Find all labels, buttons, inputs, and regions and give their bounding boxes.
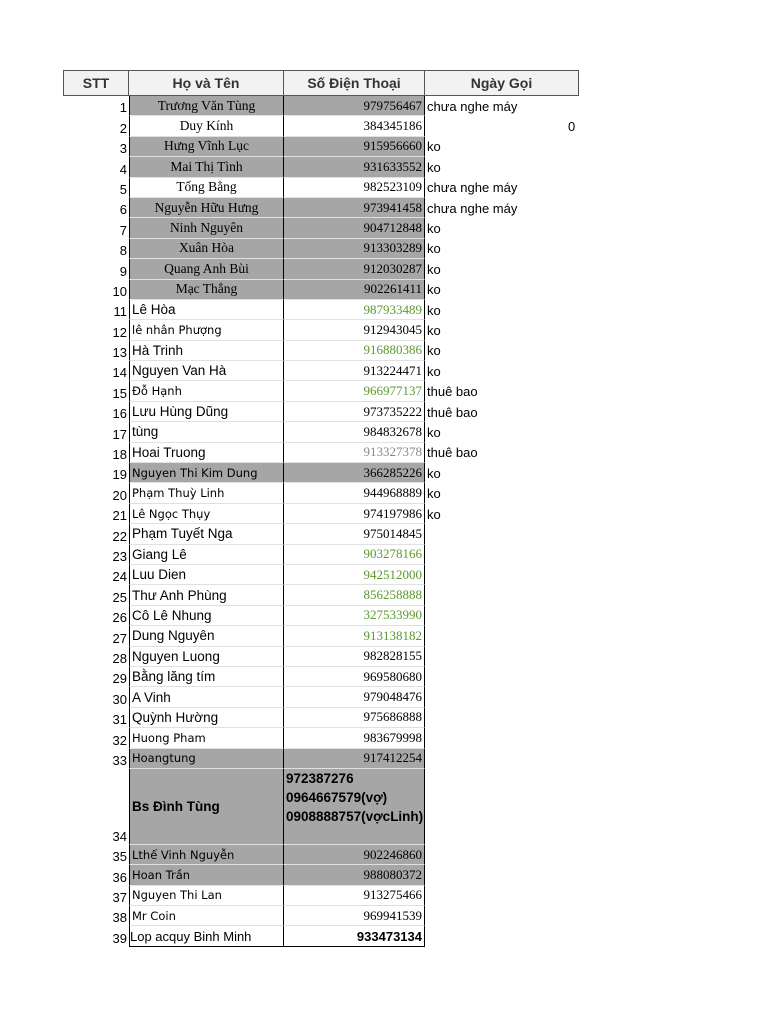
cell-stt[interactable]: 12	[112, 324, 127, 340]
note-text: ko	[427, 221, 441, 237]
cell-phone[interactable]: 973941458	[284, 198, 425, 218]
cell-note[interactable]	[425, 259, 583, 279]
cell-stt[interactable]: 34	[112, 828, 127, 844]
cell-note[interactable]	[425, 116, 583, 136]
cell-note[interactable]	[425, 749, 583, 769]
cell-stt[interactable]: 1	[119, 100, 127, 116]
cell-name[interactable]: Mai Thị Tình	[129, 157, 284, 177]
table-body	[63, 96, 583, 947]
cell-note[interactable]	[425, 708, 583, 728]
cell-phone[interactable]: 917412254	[284, 749, 425, 769]
cell-name[interactable]: Thư Anh Phùng	[129, 585, 284, 605]
cell-name[interactable]: Nguyen Van Hà	[129, 361, 284, 381]
note-text: ko	[427, 159, 441, 175]
table-row[interactable]	[63, 865, 583, 885]
cell-phone[interactable]: 944968889	[284, 483, 425, 503]
cell-stt[interactable]: 26	[112, 610, 127, 626]
cell-phone[interactable]: 933473134	[284, 926, 425, 946]
cell-phone[interactable]: 982523109	[284, 178, 425, 198]
cell-name[interactable]: Lthế Vinh Nguyễn	[129, 845, 284, 865]
table-row[interactable]	[63, 886, 583, 906]
cell-stt[interactable]: 17	[112, 426, 127, 442]
table-row[interactable]	[63, 443, 583, 463]
table-row[interactable]	[63, 504, 583, 524]
note-text: ko	[427, 363, 441, 379]
cell-name[interactable]: Nguyễn Hữu Hưng	[129, 198, 284, 218]
table-row[interactable]	[63, 606, 583, 626]
cell-phone[interactable]: 969580680	[284, 667, 425, 687]
cell-name[interactable]: Luu Dien	[129, 565, 284, 585]
note-text: chưa nghe máy	[427, 200, 518, 216]
cell-phone[interactable]: 975686888	[284, 708, 425, 728]
cell-note[interactable]	[425, 769, 583, 845]
cell-stt[interactable]: 30	[112, 691, 127, 707]
cell-stt[interactable]: 9	[119, 263, 127, 279]
cell-name[interactable]: Lê Ngọc Thụy	[129, 504, 284, 524]
table-row[interactable]	[63, 708, 583, 728]
cell-phone[interactable]: 979048476	[284, 687, 425, 707]
note-text: ko	[427, 302, 441, 318]
cell-note[interactable]	[425, 606, 583, 626]
cell-stt[interactable]: 19	[112, 467, 127, 483]
table-row[interactable]	[63, 906, 583, 926]
table-row[interactable]	[63, 259, 583, 279]
cell-phone[interactable]: 904712848	[284, 218, 425, 238]
cell-name[interactable]: Cô Lê Nhung	[129, 606, 284, 626]
cell-phone[interactable]: 366285226	[284, 463, 425, 483]
table-row[interactable]	[63, 524, 583, 544]
cell-stt[interactable]: 5	[119, 181, 127, 197]
table-row[interactable]	[63, 239, 583, 259]
note-text: ko	[427, 506, 441, 522]
table-row[interactable]	[63, 647, 583, 667]
cell-stt[interactable]: 4	[119, 161, 127, 177]
cell-note[interactable]	[425, 422, 583, 442]
cell-phone[interactable]: 979756467	[284, 96, 425, 116]
table-row[interactable]	[63, 687, 583, 707]
note-text: thuê bao	[427, 384, 478, 400]
cell-name[interactable]: Nguyen Thi Kim Dung	[129, 463, 284, 483]
cell-name[interactable]: Quỳnh Hường	[129, 708, 284, 728]
cell-stt[interactable]: 3	[119, 141, 127, 157]
table-row[interactable]	[63, 845, 583, 865]
table-row[interactable]	[63, 667, 583, 687]
cell-note[interactable]	[425, 96, 583, 116]
cell-note[interactable]	[425, 845, 583, 865]
cell-stt[interactable]: 38	[112, 910, 127, 926]
cell-name[interactable]: Lop acquy Binh Minh	[129, 926, 284, 946]
header-stt[interactable]: STT	[63, 70, 129, 96]
cell-note[interactable]	[425, 157, 583, 177]
cell-name[interactable]: Tống Bằng	[129, 178, 284, 198]
cell-stt[interactable]: 15	[112, 385, 127, 401]
note-text: ko	[427, 241, 441, 257]
cell-note[interactable]	[425, 504, 583, 524]
cell-phone[interactable]: 327533990	[284, 606, 425, 626]
table-row[interactable]	[63, 137, 583, 157]
cell-phone[interactable]: 988080372	[284, 865, 425, 885]
cell-note[interactable]	[425, 585, 583, 605]
cell-note[interactable]	[425, 218, 583, 238]
note-text: ko	[427, 139, 441, 155]
note-text: ko	[427, 322, 441, 338]
table-row[interactable]	[63, 402, 583, 422]
table-row[interactable]	[63, 769, 583, 845]
cell-note[interactable]	[425, 463, 583, 483]
cell-note[interactable]	[425, 926, 583, 946]
cell-name[interactable]: Hưng Vĩnh Lục	[129, 137, 284, 157]
cell-phone[interactable]: 913224471	[284, 361, 425, 381]
table-row[interactable]	[63, 926, 583, 946]
header-date[interactable]: Ngày Gọi	[425, 70, 579, 96]
cell-note[interactable]	[425, 865, 583, 885]
cell-name[interactable]: Bằng lăng tím	[129, 667, 284, 687]
cell-note[interactable]	[425, 728, 583, 748]
cell-phone[interactable]: 384345186	[284, 116, 425, 136]
cell-stt[interactable]: 32	[112, 732, 127, 748]
cell-stt[interactable]: 31	[112, 712, 127, 728]
cell-phone[interactable]: 974197986	[284, 504, 425, 524]
note-text: ko	[427, 465, 441, 481]
cell-name[interactable]: Giang Lê	[129, 545, 284, 565]
extra-value: 0	[568, 119, 576, 135]
cell-name[interactable]: Mạc Thắng	[129, 280, 284, 300]
cell-note[interactable]	[425, 667, 583, 687]
header-phone[interactable]: Số Điện Thoại	[284, 70, 425, 96]
cell-note[interactable]	[425, 320, 583, 340]
cell-note[interactable]	[425, 443, 583, 463]
cell-name[interactable]: Dung Nguyên	[129, 626, 284, 646]
table-row[interactable]	[63, 218, 583, 238]
table-row[interactable]	[63, 116, 583, 136]
cell-note[interactable]	[425, 545, 583, 565]
cell-stt[interactable]: 24	[112, 569, 127, 585]
table-row[interactable]	[63, 728, 583, 748]
table-row[interactable]	[63, 483, 583, 503]
cell-phone[interactable]: 969941539	[284, 906, 425, 926]
cell-phone[interactable]: 903278166	[284, 545, 425, 565]
table-row[interactable]	[63, 749, 583, 769]
cell-phone[interactable]: 902246860	[284, 845, 425, 865]
note-text: ko	[427, 486, 441, 502]
cell-name[interactable]: Ninh Nguyên	[129, 218, 284, 238]
cell-stt[interactable]: 8	[119, 243, 127, 259]
cell-phone[interactable]: 916880386	[284, 341, 425, 361]
cell-note[interactable]	[425, 341, 583, 361]
cell-phone[interactable]: 987933489	[284, 300, 425, 320]
table-row[interactable]	[63, 198, 583, 218]
cell-phone[interactable]: 913138182	[284, 626, 425, 646]
cell-phone[interactable]: 973735222	[284, 402, 425, 422]
table-row[interactable]	[63, 361, 583, 381]
header-name[interactable]: Họ và Tên	[129, 70, 284, 96]
note-text: chưa nghe máy	[427, 98, 518, 114]
cell-name[interactable]: tùng	[129, 422, 284, 442]
cell-stt[interactable]: 28	[112, 650, 127, 666]
cell-name[interactable]: Hoai Truong	[129, 443, 284, 463]
cell-stt[interactable]: 10	[112, 283, 127, 299]
cell-stt[interactable]: 22	[112, 528, 127, 544]
cell-stt[interactable]: 11	[113, 304, 127, 320]
note-text: ko	[427, 261, 441, 277]
table-row[interactable]	[63, 280, 583, 300]
cell-stt[interactable]: 2	[119, 120, 127, 136]
cell-name[interactable]: Phạm Thuỳ Linh	[129, 483, 284, 503]
cell-name[interactable]: Phạm Tuyết Nga	[129, 524, 284, 544]
cell-phone[interactable]: 984832678	[284, 422, 425, 442]
cell-stt[interactable]: 21	[112, 508, 127, 524]
cell-phone[interactable]: 915956660	[284, 137, 425, 157]
cell-name[interactable]: Xuân Hòa	[129, 239, 284, 259]
table-row[interactable]	[63, 463, 583, 483]
cell-note[interactable]	[425, 402, 583, 422]
cell-note[interactable]	[425, 565, 583, 585]
cell-name[interactable]: Bs Đình Tùng	[129, 769, 284, 845]
cell-stt[interactable]: 37	[112, 890, 127, 906]
cell-phone[interactable]: 975014845	[284, 524, 425, 544]
table-row[interactable]	[63, 178, 583, 198]
cell-stt[interactable]: 25	[112, 589, 127, 605]
cell-name[interactable]: Hà Trinh	[129, 341, 284, 361]
cell-note[interactable]	[425, 239, 583, 259]
cell-phone[interactable]: 982828155	[284, 647, 425, 667]
cell-name[interactable]: Quang Anh Bùi	[129, 259, 284, 279]
cell-name[interactable]: Hoan Trần	[129, 865, 284, 885]
note-text: ko	[427, 343, 441, 359]
cell-phone[interactable]: 931633552	[284, 157, 425, 177]
table-header	[63, 70, 579, 96]
cell-note[interactable]	[425, 626, 583, 646]
cell-stt[interactable]: 36	[112, 869, 127, 885]
table-row[interactable]	[63, 96, 583, 116]
cell-note[interactable]	[425, 361, 583, 381]
note-text: ko	[427, 282, 441, 298]
cell-name[interactable]: Nguyen Thi Lan	[129, 886, 284, 906]
cell-note[interactable]	[425, 647, 583, 667]
note-text: thuê bao	[427, 404, 478, 420]
table-row[interactable]	[63, 585, 583, 605]
cell-stt[interactable]: 29	[112, 671, 127, 687]
cell-name[interactable]: Nguyen Luong	[129, 647, 284, 667]
cell-stt[interactable]: 27	[112, 630, 127, 646]
cell-stt[interactable]: 20	[112, 487, 127, 503]
cell-note[interactable]	[425, 886, 583, 906]
cell-phone[interactable]: 972387276 0964667579(vợ) 0908888757(vợcLinh)	[284, 769, 425, 845]
table-row[interactable]	[63, 320, 583, 340]
table-row[interactable]	[63, 341, 583, 361]
cell-stt[interactable]: 13	[112, 345, 127, 361]
cell-stt[interactable]: 18	[112, 447, 127, 463]
cell-phone[interactable]: 856258888	[284, 585, 425, 605]
cell-stt[interactable]: 6	[119, 202, 127, 218]
cell-phone[interactable]: 966977137	[284, 381, 425, 401]
cell-phone[interactable]: 913275466	[284, 886, 425, 906]
cell-name[interactable]: Duy Kính	[129, 116, 284, 136]
table-row[interactable]	[63, 565, 583, 585]
note-text: thuê bao	[427, 445, 478, 461]
cell-name[interactable]: Hoangtung	[129, 749, 284, 769]
table-row[interactable]	[63, 381, 583, 401]
cell-name[interactable]: Lưu Hùng Dũng	[129, 402, 284, 422]
cell-name[interactable]: A Vinh	[129, 687, 284, 707]
cell-note[interactable]	[425, 381, 583, 401]
cell-name[interactable]: Mr Coin	[129, 906, 284, 926]
cell-stt[interactable]: 7	[119, 222, 127, 238]
table-row[interactable]	[63, 545, 583, 565]
cell-name[interactable]: Huong Pham	[129, 728, 284, 748]
cell-phone[interactable]: 912030287	[284, 259, 425, 279]
cell-stt[interactable]: 35	[112, 849, 127, 865]
cell-phone[interactable]: 912943045	[284, 320, 425, 340]
cell-phone[interactable]: 942512000	[284, 565, 425, 585]
cell-note[interactable]	[425, 906, 583, 926]
cell-note[interactable]	[425, 198, 583, 218]
cell-note[interactable]	[425, 687, 583, 707]
cell-note[interactable]	[425, 300, 583, 320]
cell-name[interactable]: Trương Văn Tùng	[129, 96, 284, 116]
table-row[interactable]	[63, 157, 583, 177]
cell-phone[interactable]: 983679998	[284, 728, 425, 748]
cell-name[interactable]: lê nhân Phượng	[129, 320, 284, 340]
cell-phone[interactable]: 913327378	[284, 443, 425, 463]
note-text: chưa nghe máy	[427, 180, 518, 196]
cell-stt[interactable]: 16	[112, 406, 127, 422]
cell-name[interactable]: Lê Hòa	[129, 300, 284, 320]
cell-note[interactable]	[425, 178, 583, 198]
cell-stt[interactable]: 14	[112, 365, 127, 381]
cell-stt[interactable]: 23	[112, 548, 127, 564]
cell-note[interactable]	[425, 137, 583, 157]
table-row[interactable]	[63, 422, 583, 442]
cell-note[interactable]	[425, 483, 583, 503]
cell-phone[interactable]: 913303289	[284, 239, 425, 259]
cell-phone[interactable]: 902261411	[284, 280, 425, 300]
note-text: ko	[427, 424, 441, 440]
cell-note[interactable]	[425, 524, 583, 544]
table-row[interactable]	[63, 300, 583, 320]
cell-name[interactable]: Đỗ Hạnh	[129, 381, 284, 401]
cell-stt[interactable]: 33	[112, 752, 127, 768]
cell-stt[interactable]: 39	[112, 930, 127, 946]
cell-note[interactable]	[425, 280, 583, 300]
table-row[interactable]	[63, 626, 583, 646]
